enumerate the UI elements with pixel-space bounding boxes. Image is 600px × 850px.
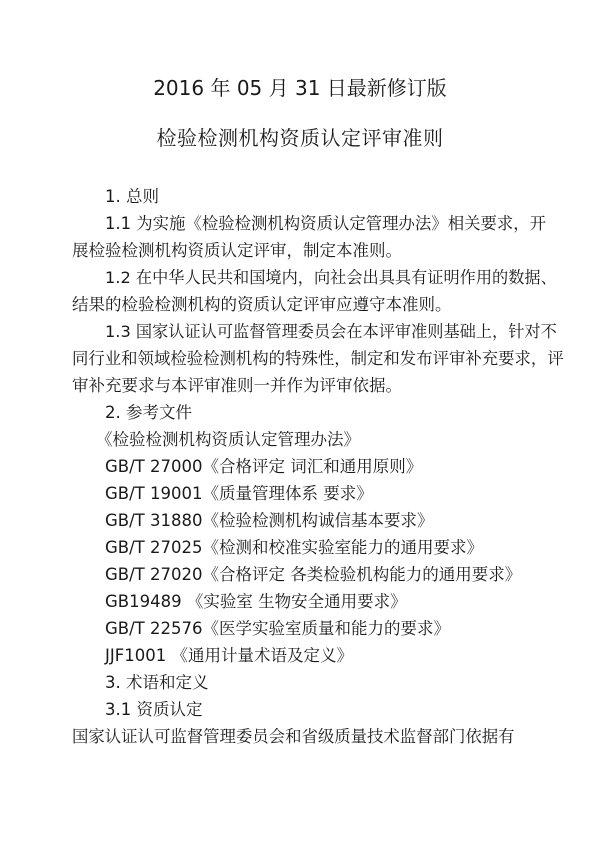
paragraph-line: 同行业和领域检验检测机构的特殊性，制定和发布评审补充要求，评 bbox=[72, 349, 564, 368]
paragraph-line: 1.2 在中华人民共和国境内，向社会出具具有证明作用的数据、 bbox=[105, 268, 557, 287]
reference-item: GB/T 27020《合格评定 各类检验机构能力的通用要求》 bbox=[105, 565, 522, 584]
reference-item: GB19489 《实验室 生物安全通用要求》 bbox=[105, 592, 407, 611]
paragraph-line: 展检验检测机构资质认定评审，制定本准则。 bbox=[72, 241, 402, 260]
paragraph-line: 1.3 国家认证认可监督管理委员会在本评审准则基础上，针对不 bbox=[105, 322, 557, 341]
section-heading-references: 2. 参考文件 bbox=[105, 403, 192, 422]
reference-item: GB/T 27000《合格评定 词汇和通用原则》 bbox=[105, 457, 423, 476]
reference-item: GB/T 22576《医学实验室质量和能力的要求》 bbox=[105, 619, 450, 638]
reference-item: JJF1001 《通用计量术语及定义》 bbox=[105, 646, 353, 665]
main-title: 检验检测机构资质认定评审准则 bbox=[156, 126, 444, 150]
reference-item: GB/T 19001《质量管理体系 要求》 bbox=[105, 484, 373, 503]
reference-item: GB/T 31880《检验检测机构诚信基本要求》 bbox=[105, 511, 434, 530]
section-heading-terms: 3. 术语和定义 bbox=[105, 673, 209, 692]
reference-item: 《检验检测机构资质认定管理办法》 bbox=[96, 430, 360, 449]
section-heading-general: 1. 总则 bbox=[105, 187, 159, 206]
reference-item: GB/T 27025《检测和校准实验室能力的通用要求》 bbox=[105, 538, 483, 557]
paragraph-line: 结果的检验检测机构的资质认定评审应遵守本准则。 bbox=[72, 295, 452, 314]
paragraph-line: 1.1 为实施《检验检测机构资质认定管理办法》相关要求，开 bbox=[105, 214, 547, 233]
subsection-heading: 3.1 资质认定 bbox=[105, 700, 203, 719]
paragraph-line: 审补充要求与本评审准则一并作为评审依据。 bbox=[72, 376, 402, 395]
revision-title: 2016 年 05 月 31 日最新修订版 bbox=[153, 76, 447, 100]
paragraph-line: 国家认证认可监督管理委员会和省级质量技术监督部门依据有 bbox=[72, 727, 515, 746]
